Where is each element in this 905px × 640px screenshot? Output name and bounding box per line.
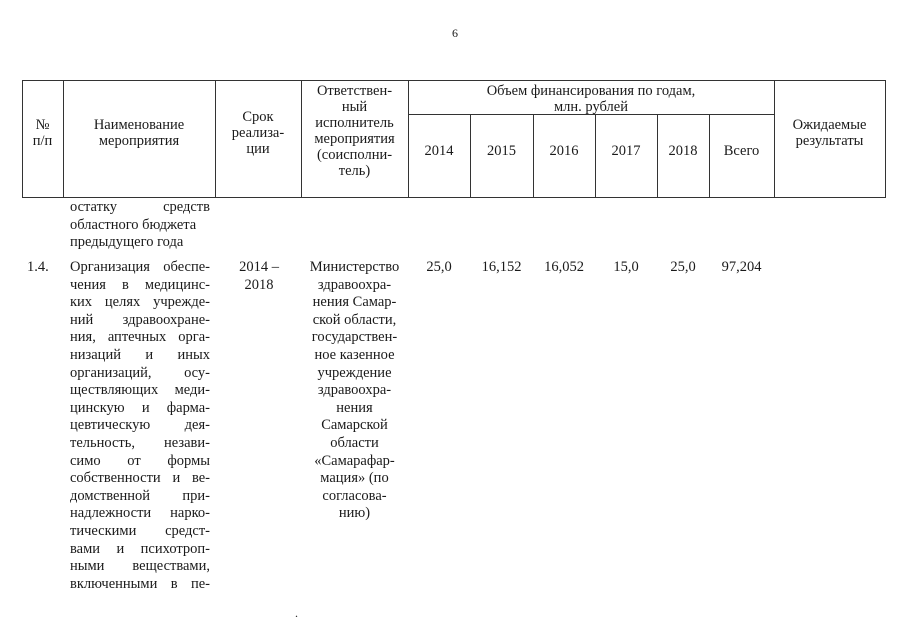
text-line: собственности и ве- [70,470,210,487]
text-line: домственной при- [70,487,210,504]
text-line: низаций и иных [70,346,210,363]
value-total: 97,204 [721,259,762,275]
text-line: ния, аптечных орга- [70,329,210,346]
col-border [885,80,886,198]
text-line: включенными в пе- [70,575,210,592]
header-year: 2018 [668,143,698,159]
text-line: ществляющих меди- [70,382,210,399]
header-year: 2015 [487,143,516,159]
value-2018: 25,0 [670,259,696,275]
row-executor: Министерство здравоохра- нения Самар- ской области, государствен- ное казенное учреждение здравоохра- нения Самарской области «Самарафар- мация» (по согласова- нию) [309,259,400,522]
text-line: вами и психотроп- [70,540,210,557]
page-number: 6 [452,26,458,40]
text-line: областного бюджета [70,216,197,233]
row-name [70,259,210,593]
value-2015: 16,152 [481,259,522,275]
text-line: надлежности нарко- [70,505,210,522]
text-line: тическими средст- [70,522,210,539]
text-line: ний здравоохране- [70,311,210,328]
value-2017: 15,0 [613,259,639,275]
text-line: ными веществами, [70,558,210,575]
text-line: симо от формы [70,452,210,469]
table-top-border [22,80,885,81]
header-results: Ожидаемые результаты [792,117,867,149]
value-2014: 25,0 [426,259,452,275]
text-line: цевтическую дея- [70,417,210,434]
text-line: ких целях учрежде- [70,294,210,311]
row-number: 1.4. [27,259,49,275]
value-2016: 16,052 [544,259,584,275]
header-year: 2014 [424,143,454,159]
text-line: тельность, незави- [70,434,210,451]
text-line: чения в медицинс- [70,276,210,293]
text-line: Организация обеспе- [70,259,210,275]
text-line: организаций, осу- [70,364,210,381]
header-year: 2016 [549,143,579,159]
text-line: предыдущего года [70,234,184,251]
header-number: № п/п [32,117,53,149]
row-term: 2014 – 2018 [239,259,279,293]
header-bottom-border [22,197,885,198]
header-financing: Объем финансирования по годам, млн. рублей [486,83,696,115]
header-year: 2017 [611,143,641,159]
scan-speck: . [295,606,298,620]
text-line: остатку средств [70,199,210,215]
header-total: Всего [723,143,760,159]
text-line: цинскую и фарма- [70,399,210,416]
continuation-text [70,199,210,252]
header-name: Наименование мероприятия [93,117,185,149]
header-term: Срок реализа- ции [231,109,285,157]
header-executor: Ответствен- ный исполнитель мероприятия (соисполни- тель) [314,83,395,179]
